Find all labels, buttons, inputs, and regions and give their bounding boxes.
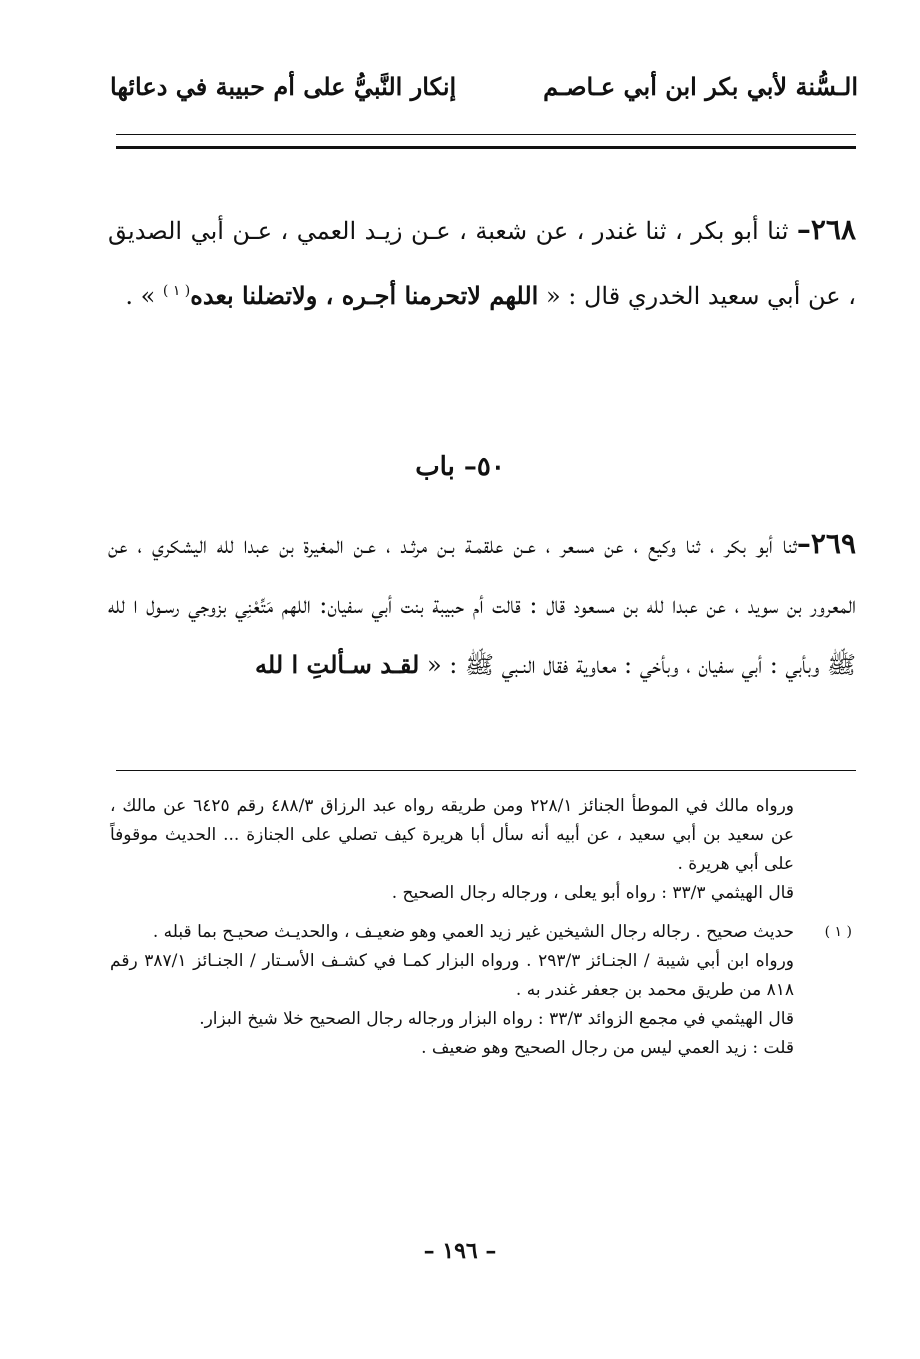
book-title: الـسُّنة لأبي بكر ابن أبي عـاصـم [543, 71, 858, 101]
section-title: إنكار النَّبيُّ على أم حبيبة في دعائها [110, 71, 457, 101]
footnote-paragraph: ورواه ابن أبي شيبة / الجنـائز ٢٩٣/٣ . ورواه البزار كمـا في كشـف الأسـتار / الجنـائز ٣٨٧/١ رقم ٨١٨ من طريق محمد بن جعفر غندر به . [110, 951, 794, 1000]
hadith-text: ثنا أبو بكر ، ثنا وكيع ، عن مسعر ، عـن علقمـة بـن مرثـد ، عـن المغيرة بن عبدا لله اليشكري ، عن المعرور بن سويد ، عن عبدا لله بن مسعود قال : قالت أم حبيبة بنت أبي سفيان: اللهم مَتِّعْنِي بزوجي رسـول ا لله ﷺ وبأبي : أبي سفيان ، وبأخي : معاوية فقال النـبي ﷺ : « [108, 531, 856, 679]
footnote-reference: ( ١ ) [162, 283, 191, 299]
hadith-number: ٢٦٨– [796, 213, 856, 246]
footnote-paragraph: ورواه مالك في الموطأ الجنائز ٢٢٨/١ ومن طريقه رواه عبد الرزاق ٤٨٨/٣ رقم ٦٤٢٥ عن مالك ، عن سعيد بن أبي سعيد ، عن أبيه أنه سأل أبا هريرة كيف تصلي على الجنازة ... الحديث موقوفاً على أبي هريرة . [110, 796, 794, 874]
footnote-1 [110, 918, 856, 1063]
footnote-paragraph: قال الهيثمي في مجمع الزوائد ٣٣/٣ : رواه البزار ورجاله رجال الصحيح خلا شيخ البزار. [199, 1009, 794, 1029]
footnote-separator [116, 770, 856, 771]
footnote-paragraph: قلت : زيد العمي ليس من رجال الصحيح وهو ضعيف . [421, 1038, 794, 1058]
header-rule-thick [116, 146, 856, 149]
footnotes [110, 792, 856, 1073]
footnote-paragraph: قال الهيثمي ٣٣/٣ : رواه أبو يعلى ، ورجاله رجال الصحيح . [391, 883, 794, 903]
running-header [110, 64, 858, 108]
hadith-text-end: » . [125, 282, 163, 310]
page-number: – ١٩٦ – [423, 1238, 497, 1264]
chapter-heading: ٥٠– باب [415, 452, 505, 482]
hadith-quote: اللهم لاتحرمنا أجـره ، ولاتضلنا بعده [190, 281, 539, 310]
footnote-continuation [110, 792, 856, 908]
hadith-number: ٢٦٩– [796, 527, 856, 560]
hadith-268 [108, 200, 856, 326]
hadith-text: ثنا أبو بكر ، ثنا غندر ، عن شعبة ، عـن زيـد العمي ، عـن أبي الصديق ، عن أبي سعيد الخدري قال : « [108, 217, 856, 310]
header-rule-thin [116, 134, 856, 135]
hadith-269 [108, 514, 856, 695]
footnote-marker: ( ١ ) [824, 924, 852, 940]
hadith-quote: لقـد سـألتِ ا لله [255, 650, 420, 679]
footnote-paragraph: حديث صحيح . رجاله رجال الشيخين غير زيد العمي وهو ضعيـف ، والحديـث صحيـح بما قبله . [152, 922, 794, 942]
